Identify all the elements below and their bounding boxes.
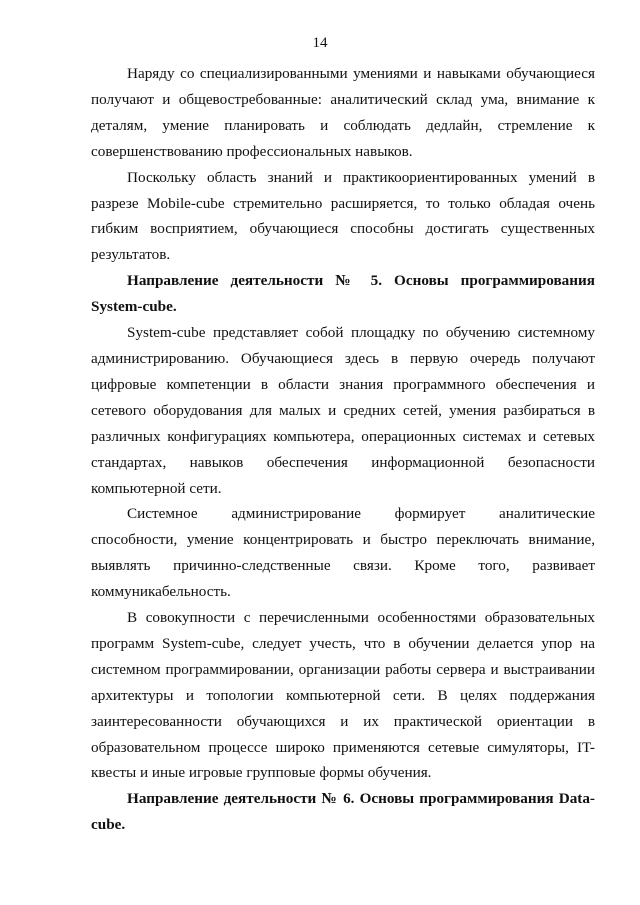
section-heading-system-cube: Направление деятельности № 5. Основы программирования System-cube.: [91, 272, 595, 316]
paragraph-system-cube-intro: System-cube представляет собой площадку по обучению системному администрированию. Обучающиеся здесь в первую очередь получают цифровые компетенции в области знания программного обеспечения и сетевого оборудования для малых и средних сетей, умения разбираться в различных конфигурациях компьютера, операционных системах и сетевых стандартах, навыков обеспечения информационной безопасности компьютерной сети.: [91, 324, 595, 497]
page-number: 14: [312, 35, 328, 51]
section-heading-data-cube: Направление деятельности № 6. Основы программирования Data-cube.: [91, 790, 595, 834]
paragraph-skills: Наряду со специализированными умениями и навыками обучающиеся получают и общевостребованные: аналитический склад ума, внимание к деталям, умение планировать и соблюдать дедлайн, стремление к совершенствованию профессиональных навыков.: [91, 65, 595, 160]
page-body: [91, 61, 595, 838]
paragraph-system-administration: Системное администрирование формирует аналитические способности, умение концентрировать и быстро переключать внимание, выявлять причинно-следственные связи. Кроме того, развивает коммуникабельность.: [91, 505, 595, 601]
paragraph-system-cube-programs: В совокупности с перечисленными особенностями образовательных программ System-cube, следует учесть, что в обучении делается упор на системном программировании, организации работы сервера и выстраивании архитектуры и топологии компьютерной сети. В целях поддержания заинтересованности обучающихся и их практической ориентации в образовательном процессе широко применяются сетевые симуляторы, IT-квесты и иные игровые групповые формы обучения.: [91, 609, 595, 782]
paragraph-mobile-cube: Поскольку область знаний и практикоориентированных умений в разрезе Mobile-cube стремительно расширяется, то только обладая очень гибким восприятием, обучающиеся способны достигать существенных результатов.: [91, 168, 595, 264]
